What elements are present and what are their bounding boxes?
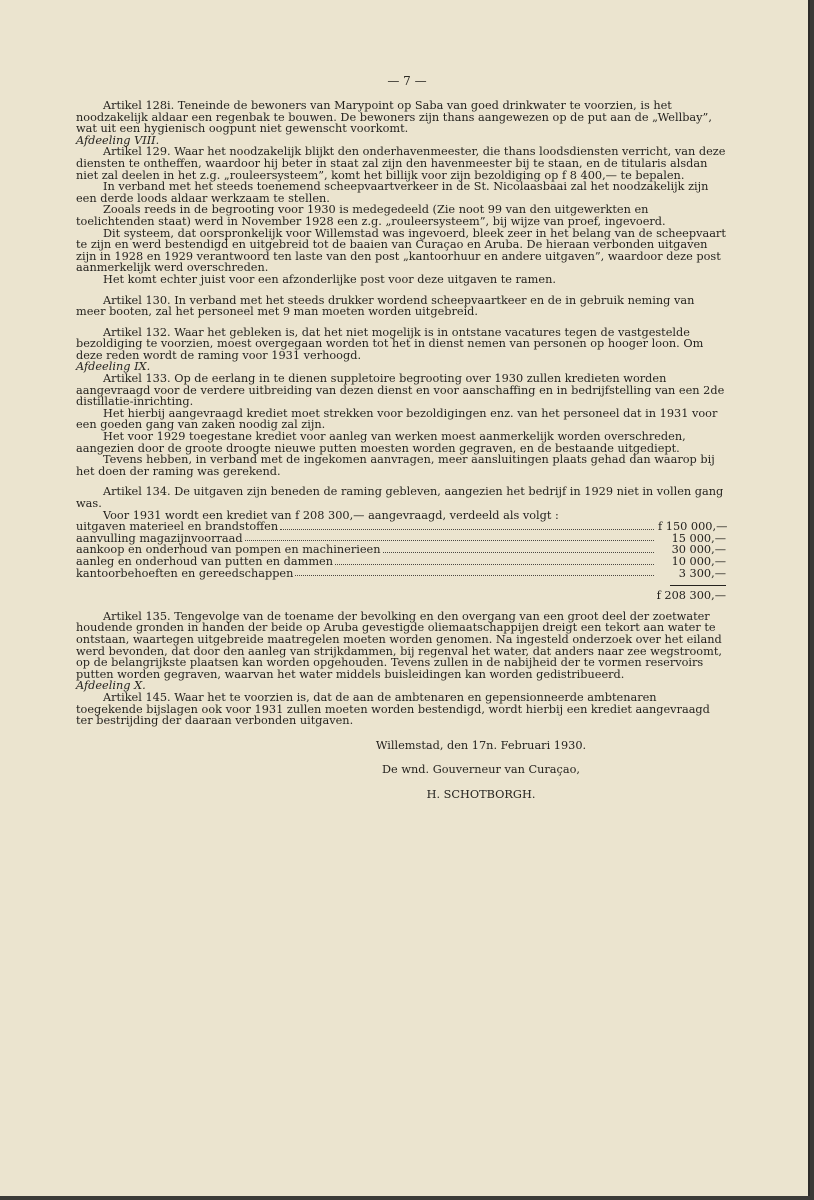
budget-table <box>76 521 726 602</box>
budget-row <box>76 568 726 580</box>
signatory-role: De wnd. Gouverneur van Curaçao, <box>382 763 580 777</box>
paragraph-article-135: Artikel 135. Tengevolge van de toename der bevolking en den overgang van een groot deel der zoetwater houdende gronden in handen der beide op Aruba gevestigde oliemaatschappijen dreigt een tekort aan water te ontstaan, waartegen uitgebreide maatregelen moeten worden genomen. Na ingesteld onderzoek over het eiland werd bevonden, dat door den aanleg van strijkdammen, bij regenval het water, dat anders naar zee wegstroomt, op de belangrijkste plaatsen kan worden opgehouden. Tevens zullen in de nabijheid der te vormen reservoirs putten worden gegraven, waarvan het water middels buisleidingen kan worden gedistribueerd. <box>76 609 722 681</box>
paragraph-article-129: Artikel 129. Waar het noodzakelijk blijkt den onderhavenmeester, die thans loodsdiensten verricht, van deze diensten te ontheffen, waardoor hij beter in staat zal zijn den havenmeester bij te staan, en de titularis alsdan niet zal deelen in het z.g. „rouleersysteem”, komt het billijk voor zijn bezoldiging op f 8 400,— te bepalen. <box>76 145 726 182</box>
section-heading-x: Afdeeling X. <box>76 679 146 693</box>
paragraph-article-145: Artikel 145. Waar het te voorzien is, dat de aan de ambtenaren en gepensionneerde ambtenaren toegekende bijslagen ook voor 1931 zullen moeten worden bestendigd, wordt hierbij een krediet aangevraagd ter bestrijding der daaraan verbonden uitgaven. <box>76 690 710 728</box>
document-body <box>76 100 726 800</box>
place-date: Willemstad, den 17n. Februari 1930. <box>375 738 587 752</box>
paragraph-article-133-c: Het voor 1929 toegestane krediet voor aanleg van werken moest aanmerkelijk worden overschreden, aangezien door de groote droogte nieuwe putten moesten worden gegraven, en de bestaande uitgediept. <box>76 430 686 455</box>
section-heading-viii: Afdeeling VIII. <box>76 133 160 147</box>
signatory-name: H. SCHOTBORGH. <box>426 787 536 801</box>
paragraph-article-129-c: Zooals reeds in de begrooting voor 1930 is medegedeeld (Zie noot 99 van den uitgewerkten en toelichtenden staat) werd in November 1928 een z.g. „rouleersysteem”, bij wijze van proef, ingevoerd. <box>76 203 666 228</box>
paragraph-article-129-d: Dit systeem, dat oorspronkelijk voor Willemstad was ingevoerd, bleek zeer in het belang van de scheepvaart te zijn en werd bestendigd en uitgebreid tot de baaien van Curaçao en Aruba. De hieraan verbonden uitgaven zijn in 1928 en 1929 verantwoord ten laste van den post „kantoorhuur en andere uitgaven”, waardoor deze post aanmerkelijk werd overschreden. <box>76 226 726 275</box>
budget-total: f 208 300,— <box>656 589 726 603</box>
budget-label: kantoorbehoeften en gereedschappen <box>76 566 294 580</box>
budget-amount: 10 000,— <box>671 554 726 568</box>
paragraph-article-134-b: Voor 1931 wordt een krediet van f 208 300,— aangevraagd, verdeeld als volgt : <box>103 508 559 522</box>
paragraph-article-132: Artikel 132. Waar het gebleken is, dat het niet mogelijk is in ontstane vacatures tegen de vastgestelde bezoldiging te voorzien, moest overgegaan worden tot het in dienst nemen van personen op hooger loon. Om deze reden wordt de raming voor 1931 verhoogd. <box>76 325 704 362</box>
paragraph-article-130: Artikel 130. In verband met het steeds drukker wordend scheepvaartkeer en de in gebruik neming van meer booten, zal het personeel met 9 man moeten worden uitgebreid. <box>76 293 695 319</box>
budget-amount: 3 300,— <box>678 566 726 580</box>
budget-row <box>76 556 726 568</box>
budget-amount: f 150 000,— <box>658 520 728 534</box>
budget-label: aanleg en onderhoud van putten en dammen <box>76 554 334 568</box>
sum-rule <box>670 585 726 586</box>
paragraph-article-129-b: In verband met het steeds toenemend scheepvaartverkeer in de St. Nicolaasbaai zal het noodzakelijk zijn een derde loods aldaar werkzaam te stellen. <box>76 180 709 205</box>
budget-label: aankoop en onderhoud van pompen en machinerieen <box>76 543 381 557</box>
signature-block <box>236 740 726 801</box>
paragraph-article-128i: Artikel 128i. Teneinde de bewoners van Marypoint op Saba van goed drinkwater te voorzien, is het noodzakelijk aldaar een regenbak te bouwen. De bewoners zijn thans aangewezen op de put aan de „Wellbay”, wat uit een hygienisch oogpunt niet gewenscht voorkomt. <box>76 99 712 136</box>
paragraph-article-133-b: Het hierbij aangevraagd krediet moet strekken voor bezoldigingen enz. van het personeel dat in 1931 voor een goeden gang van zaken noodig zal zijn. <box>76 406 718 432</box>
budget-label: uitgaven materieel en brandstoffen <box>76 520 279 534</box>
budget-amount: 15 000,— <box>671 531 726 545</box>
paragraph-article-133-d: Tevens hebben, in verband met de ingekomen aanvragen, meer aansluitingen plaats gehad dan waarop bij het doen der raming was gerekend. <box>76 453 715 478</box>
paragraph-article-133: Artikel 133. Op de eerlang in te dienen suppletoire begrooting over 1930 zullen kredieten worden aangevraagd voor de verdere uitbreiding van dezen dienst en voor aanschaffing en in bedrijfstelling van een 2de distillatie-inrichting. <box>76 372 725 409</box>
section-heading-ix: Afdeeling IX. <box>76 360 151 374</box>
page-number: — 7 — <box>387 74 427 88</box>
budget-amount: 30 000,— <box>671 543 726 557</box>
budget-label: aanvulling magazijnvoorraad <box>76 531 243 545</box>
paragraph-article-134: Artikel 134. De uitgaven zijn beneden de raming gebleven, aangezien het bedrijf in 1929 niet in vollen gang was. <box>76 485 724 510</box>
paragraph-article-129-e: Het komt echter juist voor een afzonderlijke post voor deze uitgaven te ramen. <box>103 272 556 286</box>
